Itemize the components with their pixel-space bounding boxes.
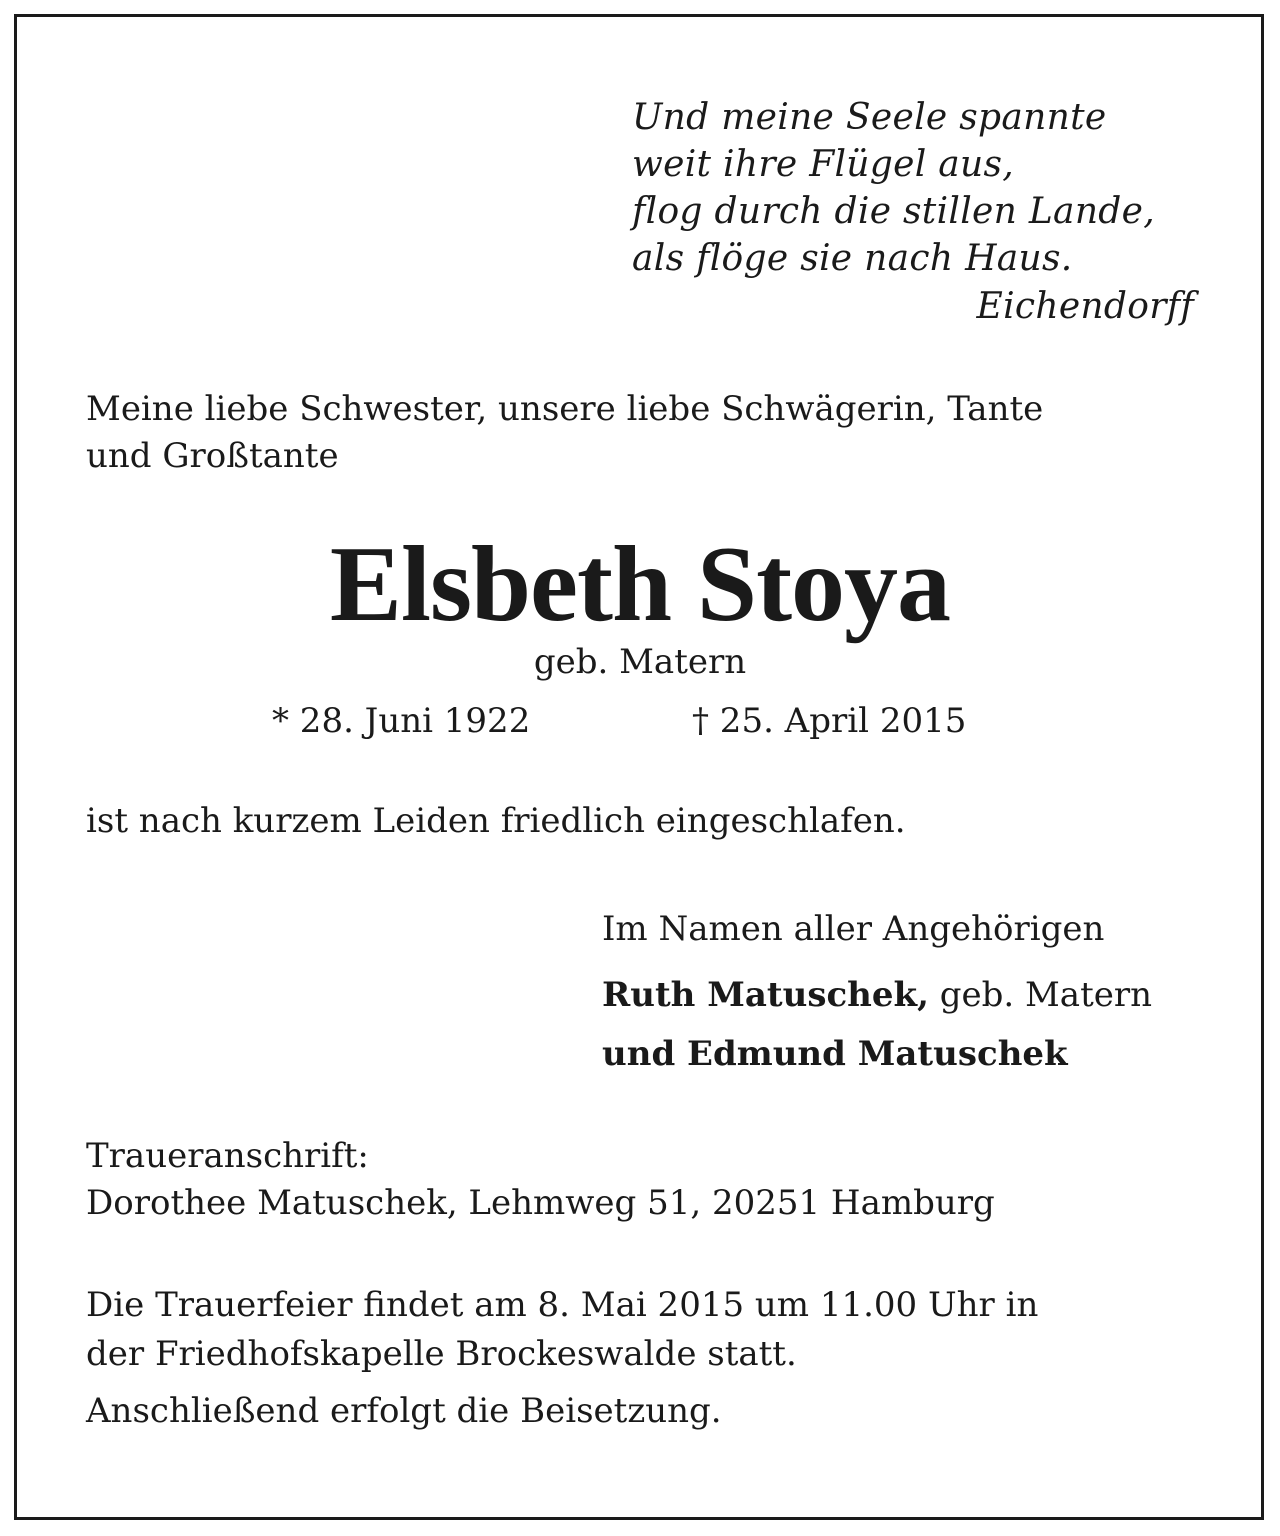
- signatory-1: [602, 972, 1152, 1019]
- poem: [632, 94, 1155, 282]
- signatories-heading: Im Namen aller Angehörigen: [602, 909, 1105, 949]
- address-label: Traueranschrift:: [86, 1136, 369, 1176]
- poem-line-3: flog durch die stillen Lande,: [632, 191, 1156, 232]
- poem-line-4: als flöge sie nach Haus.: [632, 238, 1073, 279]
- maiden-name: geb. Matern: [533, 642, 747, 682]
- poem-line-2: weit ihre Flügel aus,: [632, 144, 1015, 185]
- signatory-1-maiden: geb. Matern: [928, 975, 1153, 1015]
- birth-date: * 28. Juni 1922: [272, 701, 531, 741]
- ceremony-line-1: Die Trauerfeier findet am 8. Mai 2015 um 11.00 Uhr in: [86, 1285, 1039, 1325]
- address-value: Dorothee Matuschek, Lehmweg 51, 20251 Hamburg: [86, 1183, 995, 1223]
- poem-line-1: Und meine Seele spannte: [632, 97, 1107, 138]
- poem-author: Eichendorff: [976, 286, 1194, 327]
- ceremony-line-2: der Friedhofskapelle Brockeswalde statt.: [86, 1334, 797, 1374]
- deceased-name: Elsbeth Stoya: [329, 525, 951, 644]
- statement: ist nach kurzem Leiden friedlich eingeschlafen.: [86, 801, 906, 841]
- intro-line-2: und Großtante: [86, 436, 339, 476]
- signatory-2: und Edmund Matuschek: [602, 1034, 1068, 1074]
- intro-line-1: Meine liebe Schwester, unsere liebe Schwägerin, Tante: [86, 389, 1044, 429]
- signatory-1-name: Ruth Matuschek,: [602, 975, 929, 1015]
- death-date: † 25. April 2015: [692, 701, 967, 741]
- ceremony-line-3: Anschließend erfolgt die Beisetzung.: [86, 1391, 722, 1431]
